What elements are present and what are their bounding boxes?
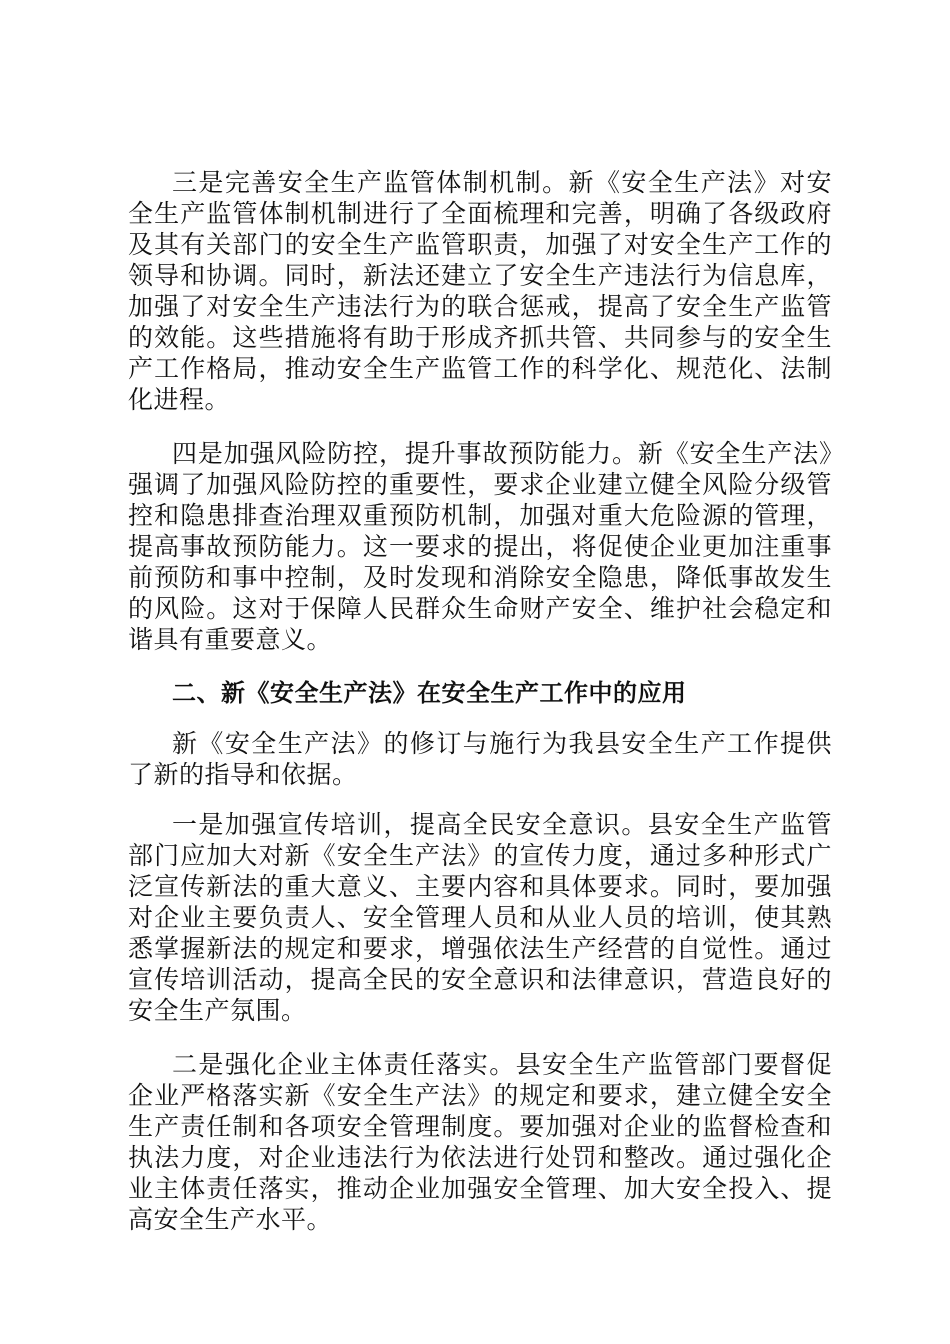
paragraph-enterprise-responsibility: 二是强化企业主体责任落实。县安全生产监管部门要督促企业严格落实新《安全生产法》的规定和要求，建立健全安全生产责任制和各项安全管理制度。要加强对企业的监督检查和执法力度，对企业违法行为依法进行处罚和整改。通过强化企业主体责任落实，推动企业加强安全管理、加大安全投入、提高安全生产水平。 xyxy=(128,1050,832,1234)
section-heading-application: 二、新《安全生产法》在安全生产工作中的应用 xyxy=(172,679,687,707)
paragraph-supervision-system: 三是完善安全生产监管体制机制。新《安全生产法》对安全生产监管体制机制进行了全面梳理和完善，明确了各级政府及其有关部门的安全生产监管职责，加强了对安全生产工作的领导和协调。同时，新法还建立了安全生产违法行为信息库，加强了对安全生产违法行为的联合惩戒，提高了安全生产监管的效能。这些措施将有助于形成齐抓共管、共同参与的安全生产工作格局，推动安全生产监管工作的科学化、规范化、法制化进程。 xyxy=(128,168,832,414)
paragraph-intro-application: 新《安全生产法》的修订与施行为我县安全生产工作提供了新的指导和依据。 xyxy=(128,729,832,789)
paragraph-risk-prevention: 四是加强风险防控，提升事故预防能力。新《安全生产法》强调了加强风险防控的重要性，要求企业建立健全风险分级管控和隐患排查治理双重预防机制，加强对重大危险源的管理，提高事故预防能力。这一要求的提出，将促使企业更加注重事前预防和事中控制，及时发现和消除安全隐患，降低事故发生的风险。这对于保障人民群众生命财产安全、维护社会稳定和谐具有重要意义。 xyxy=(128,439,832,654)
document-body xyxy=(128,167,832,1235)
paragraph-publicity-training: 一是加强宣传培训，提高全民安全意识。县安全生产监管部门应加大对新《安全生产法》的宣传力度，通过多种形式广泛宣传新法的重大意义、主要内容和具体要求。同时，要加强对企业主要负责人、安全管理人员和从业人员的培训，使其熟悉掌握新法的规定和要求，增强依法生产经营的自觉性。通过宣传培训活动，提高全民的安全意识和法律意识，营造良好的安全生产氛围。 xyxy=(128,810,832,1025)
